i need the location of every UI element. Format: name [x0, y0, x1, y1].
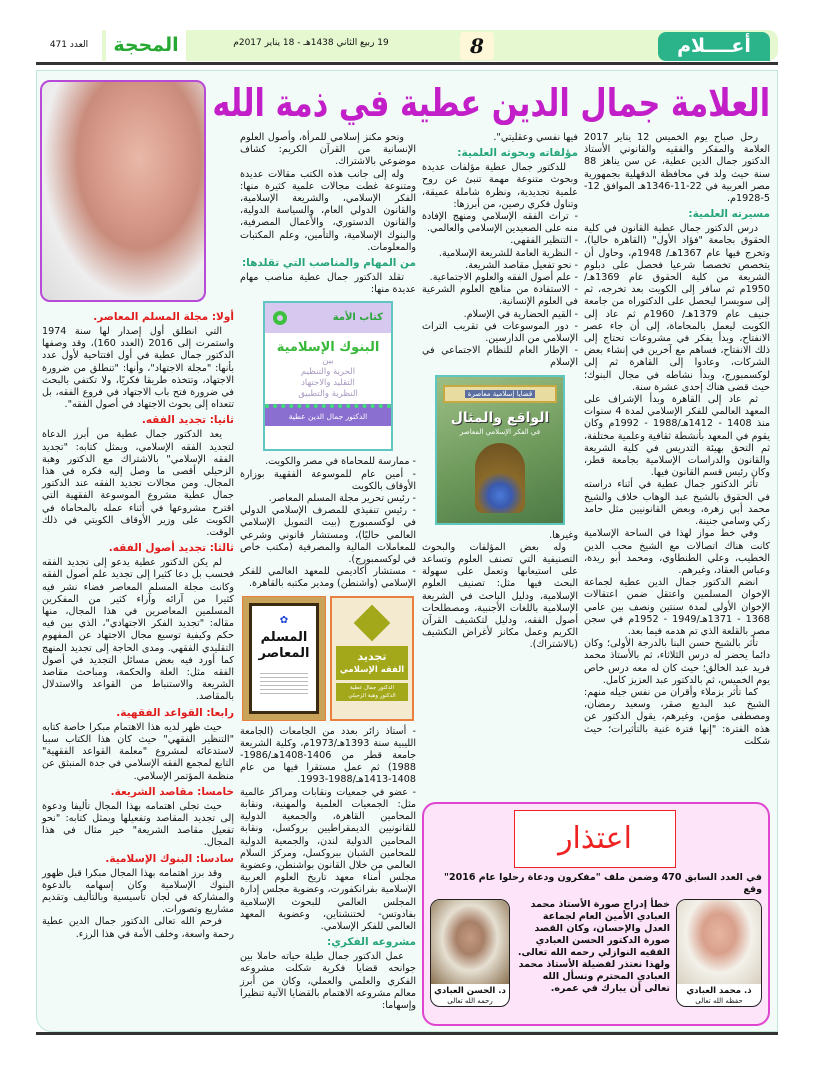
list-item: فيها نفسي وعقليتي".: [493, 132, 578, 143]
paragraph: عمل الدكتور جمال طيلة حياته حاملا بين جوانحه قضايا فكرية شكلت مشروعه الفكري والعلمي والعملي، وكان من أبرز معالم مشروعه الاهتمام بالقضايا الآتية تنظيرا وإسهاما:: [240, 951, 416, 1011]
portrait-image: [431, 900, 509, 984]
photo-caption: ذ. محمد العبادي: [686, 986, 752, 996]
col2-text: [422, 132, 578, 652]
photo-caption-sub: حفظه الله تعالى: [695, 997, 743, 1005]
section-heading: أولا: مجلة المسلم المعاصر.: [93, 311, 234, 323]
paragraph: تأثر بالشيخ حسن البنا بالدرجة الأولى؛ وكان دائما يحضر له درس الثلاثاء، ثم بالأستاذ محمد فريد عبد الخالق؛ حيث كان له معه درس خاص يوم الخميس، ثم بالدكتور عبد العزيز كامل.: [584, 638, 770, 686]
paragraph: لم يكن الدكتور عطية يدعو إلى تجديد الفقه فحسب بل دعا كثيرا إلى تجديد علم أصول الفقه وكانت مجلة المسلم المعاصر فضاء نشر فيه كثيرا من آرائه وآراء كثير من المفكرين المسلمين المعاصرين في هذا المجال، منها مقاله: "تجديد الفكر الاجتهادي"، الذي بين فيه حكم وكيفية توسيع مجال الاجتهاد عن المفهوم التقليدي الفقهي. ومدى الحاجة إلى تجديد المنهج كما أورد فيه بعض مسائل التجديد في أصول الفقه مثل: العلة والحكمة، ومباحث مقاصد الشريعة والاستنباط من القواعد والاستدلال بالمقاصد.: [42, 557, 234, 703]
apology-text-block: [430, 872, 762, 1007]
section-heading: خامسا: مقاصد الشريعة.: [110, 785, 234, 798]
paragraph: التي انطلق أول إصدار لها سنة 1974 واستمرت إلى 2016 (العدد 160)، وقد وصفها الدكتور جمال عطية في أول افتتاحية لأول عدد بأنها: "مجلة الاجتهاد"، وأنها: "تنطلق من ضرورة الاجتهاد، وتتخذه طريقا فكريًا، ولا تكتفي بالبحث في ضرورة فتح باب الاجتهاد في فروع الفقه، بل تتعداه إلى بحوث الاجتهاد في أصول الفقه".: [42, 326, 235, 411]
book-subtitle: في الفكر الإسلامي المعاصر: [459, 427, 541, 436]
book-illustration: [475, 443, 525, 513]
book-title: تجديد: [357, 649, 387, 663]
magazine-contents-lines: [260, 670, 308, 694]
section-heading: سادسا: البنوك الإسلامية.: [105, 852, 234, 865]
book-subtitle: النظرية والتطبيق: [298, 389, 358, 400]
series-logo-icon: [273, 311, 287, 325]
book-subtitle: بين: [322, 356, 334, 367]
column-3: [240, 132, 416, 1012]
paragraph: حيث ظهر لديه هذا الاهتمام مبكرا خاصة كتابه "التنظير الفقهي" حيث كان هذا الكتاب سببا لاستدعائه لمشروع "معلمة القواعد الفقهية" التابع لمجمع الفقه الإسلامي في جدة المنبثق عن منظمة المؤتمر الإسلامي.: [42, 721, 234, 782]
magazine-title: المعاصر: [258, 645, 310, 661]
section-heading: مسيرته العلمية:: [688, 208, 770, 221]
paragraph: وقد برز اهتمامه بهذا المجال مبكرا قبل ظهور البنوك الإسلامية وكان إسهامه بالدعوة والمشاركة في لجان تأسيسية وبالتأليف وتقديم مشاريع وتصورات.: [42, 867, 234, 916]
section-heading: مؤلفاته وبحوثه العلمية:: [457, 147, 578, 160]
book-cover-waqi-mithal: [435, 375, 565, 525]
column-1: [584, 132, 770, 748]
book-author: الدكتور جمال عطية: [349, 684, 395, 691]
paragraph: وله بعض المؤلفات والبحوث التصنيفية التي تصنف العلوم وتساعد على استيعابها وتعمل على سهولة البحث فيها مثل: تصنيف العلوم الإسلامية، ودليل الباحث في الشريعة الإسلامية باللغات الأجنبية، ومصطلحات أصول الفقه، ودليل لتكشيف القرآن الكريم وعمل مكانز لأغراض التكشيف (بالاشتراك).: [422, 541, 578, 651]
column-2: [422, 132, 578, 652]
magazine-emblem-icon: ✿: [279, 614, 289, 626]
portrait-photo: [40, 80, 206, 302]
book-title: البنوك الإسلامية: [276, 340, 380, 356]
section-heading: ثانيا: تجديد الفقه.: [141, 414, 234, 427]
column-4: [42, 308, 234, 941]
book-series: قضايا إسلامية معاصرة: [465, 390, 535, 398]
list-item: - الاستفادة من مناهج العلوم الشرعية في العلوم الإنسانية.: [422, 284, 578, 308]
article-title-box: [212, 78, 770, 128]
book-subtitle: الحرية والتنظيم: [300, 367, 356, 378]
paragraph: فرحم الله تعالى الدكتور جمال الدين عطية رحمة واسعة، وخلف الأمة في هذا الرزء.: [42, 916, 234, 940]
section-heading: ثالثا: تجديد أصول الفقه.: [108, 542, 234, 555]
section-heading: رابعا: القواعد الفقهية.: [116, 706, 234, 719]
col4-text: [42, 310, 234, 941]
book-subtitle: التقليد والاجتهاد: [301, 378, 355, 389]
paragraph: وفي خط مواز لهذا في الساحة الإسلامية كانت هناك اتصالات مع الشيخ محب الدين الخطيب، وعلي الطنطاوي، ومحمد أبو ريدة، وعباس العقاد، وغيرهم.: [584, 528, 770, 576]
paragraph: كما تأثر بزملاء وأقران من نفس جيله منهم: الشيخ عبد البديع صقر، وسعيد رمضان، ومصطفى مؤمن، وغيرهم، يقول الدكتور عن هذه الفترة: "إنها فترة غنية بالتأثيرات؛ حيث شكلت: [584, 686, 770, 747]
book-author: الدكتور جمال الدين عطية: [265, 404, 391, 426]
paragraph: للدكتور جمال عطية مؤلفات عديدة وبحوث متنوعة مهمة تنبئ عن روح علمية تجديدية، ونظرة شاملة عميقة، وتناول فكري رصين، من أبرزها:: [422, 162, 578, 210]
list-item: - عضو في جمعيات ونقابات ومراكز عالمية مثل: الجمعيات العلمية والمهنية، ونقابة المحامين القاهرة، والجمعية الدولية للقانونيين الديمقراطيين بروكسل، ونقابة المحامين الدولية لندن، والجمعية الدولية للمحامين الشبان ببروكسل، ومركز السلام العالمي من خلال القانون بواشنطن، وعضوية مجلس أمناء معهد تاريخ العلوم العربية الإسلامية بفرانكفورت، وعضوية مجلس إدارة المجلس العالمي للبحوث الإسلامية بفادوتس- لختنشتاين، وعضوية المعهد العالمي للفكر الإسلامي.: [240, 786, 416, 932]
list-item: - مستشار أكاديمي للمعهد العالمي للفكر الإسلامي (واشنطن) ومدير مكتبه بالقاهرة.: [240, 566, 416, 590]
header-divider: [36, 62, 778, 65]
book-cover-islamic-banks: [263, 301, 393, 451]
photo-caption: د. الحسن العبادي: [434, 986, 506, 996]
list-item: - رئيس تنفيذي للمصرف الإسلامي الدولي في لوكسمبورج (بيت التمويل الإسلامي العالمي حاليًا)، ومستشار قانوني وشرعي للمعاملات المالية والمصرفية (مكتب خاص في لوكسمبورج).: [240, 505, 416, 566]
book-cover-tajdid-fiqh: [330, 596, 414, 721]
magazine-cover-muslim-muasir: [242, 596, 326, 721]
diamond-ornament-icon: [354, 604, 391, 641]
photo-mohamed-abbadi: [676, 899, 762, 1007]
page-header: [36, 30, 778, 61]
list-item: - النظرية العامة للشريعة الإسلامية.: [438, 247, 578, 259]
section-heading: مشروعه الفكري:: [327, 936, 416, 949]
paragraph: وله إلى جانب هذه الكتب مقالات عديدة ومتنوعة غطت مجالات علمية كثيرة منها: الفكر الإسلامي، والشريعة الإسلامية، والقانون الدولي العام، والسياسة الدولية، والقانون الدستوري، والأعمال المصرفية، والبنوك الإسلامية، والتأمين، وعلم المكتبات والمعلومات.: [240, 168, 416, 253]
apology-text-line: في العدد السابق 470 وضمن ملف "مفكرون ودعاة رحلوا عام 2016" وقع: [444, 872, 762, 895]
magazine-title: المسلم: [260, 629, 308, 645]
footer-divider: [36, 1032, 778, 1035]
article-title: العلامة جمال الدين عطية في ذمة الله: [212, 81, 770, 125]
apology-text: خطأ إدراج صورة الأستاذ محمد العبادي الأمين العام لجماعة العدل والإحسان، وكان القصد صورة الدكتور الحسن العبادي الفقيه النوازلي رحمه الله تعالى. ولهذا نعتذر لفضيلة الأستاذ محمد العبادي المحترم ونسأل الله تعالى أن يبارك في عمره.: [517, 899, 670, 994]
apology-box: [422, 802, 770, 1026]
page-number: 8: [460, 32, 494, 60]
book-pair: [242, 596, 414, 721]
list-item: - نحو تفعيل مقاصد الشريعة.: [465, 259, 578, 271]
book-title: الفقه الإسلامي: [339, 664, 405, 675]
col3-text: [240, 132, 416, 1012]
paragraph: حيث تجلى اهتمامه بهذا المجال تأليفا ودعوة إلى تجديد المقاصد وتفعيلها ويمثل كتابه: "نحو تفعيل مقاصد الشريعة" خير مثال في هذا المجال.: [42, 800, 234, 849]
paragraph: تقلد الدكتور جمال عطية مناصب مهام عديدة منها:: [240, 272, 416, 296]
book-author: الدكتور وهبة الزحيلي: [348, 692, 396, 699]
portrait-image: [677, 900, 761, 984]
section-heading: من المهام والمناصب التي تقلدها:: [241, 257, 416, 270]
book-series: كتاب الأمة: [332, 312, 383, 324]
section-tab: أعــــلام: [658, 32, 770, 61]
photo-hassan-abbadi: [430, 899, 510, 1007]
paragraph: يعد الدكتور جمال عطية من أبرز الدعاة لتجديد الفقه الإسلامي، ويمثل كتابه: "تجديد الفقه الإسلامي" بالاشتراك مع الدكتور وهبة الزحيلي أقصى ما وصل إليه فكره في هذا المجال. ومن مجالات تجديد الفقه عند الدكتور جمال عطية مشروع الموسوعة الفقهية التي اقترح مشروعها في أثناء عمله بالمحاماة في الكويت على وزير الأوقاف الكويتي في ذلك الوقت.: [42, 429, 234, 539]
list-item: - دور الموسوعات في تقريب التراث الإسلامي من الدارسين.: [422, 320, 578, 345]
photo-caption-sub: رحمه الله تعالى: [447, 997, 493, 1005]
list-item: - القيم الحضارية في الإسلام.: [463, 308, 578, 320]
issue-date: 19 ربيع الثاني 1438هـ - 18 يناير 2017م: [233, 38, 389, 48]
list-item: - علم أصول الفقه والعلوم الاجتماعية.: [429, 272, 578, 284]
paragraph: ونحو مكنز إسلامي للمرأة، وأصول العلوم الإنسانية من القرآن الكريم: كشاف موضوعي بالاشتراك.: [240, 132, 416, 168]
list-item: - أستاذ زائر بعدد من الجامعات (الجامعة الليبية سنة 1393هـ/1973م، وكلية الشريعة جامعة قطر من 1406-1408هـ/1986-1988) ثم عمل مستقرا فيها من عام 1408-1413هـ/1988-1993.: [240, 725, 416, 786]
list-item: وغيرها.: [549, 529, 578, 541]
list-item: - أمين عام للموسوعة الفقهية بوزارة الأوقاف بالكويت: [240, 468, 416, 492]
col1-text: [584, 132, 770, 748]
newspaper-logo: المحجة: [106, 30, 186, 61]
issue-number: العدد 471: [36, 30, 102, 61]
apology-title: اعتذار: [514, 810, 676, 868]
paragraph: رحل صباح يوم الخميس 12 يناير 2017 العلامة والمفكر والفقيه والقانوني الأستاذ الدكتور جمال الدين عطية، عن سن يناهز 88 سنة حيث ولد في محافظة الدقهلية بجمهورية مصر العربية في 22-11-1346هـ الموافق 12-5-1928م.: [584, 132, 770, 205]
paragraph: ثم عاد إلى القاهرة وبدأ الإشراف على المعهد العالمي للفكر الإسلامي لمدة 4 سنوات منذ 1408 - 1412هـ/1988 - 1992م وكان يقوم في المعهد بأنشطة ثقافية وعلمية مختلفة، ثم التحق بهيئة التدريس في كلية الشريعة والقانون والدراسات الإسلامية بجامعة قطر، وكان رئيس قسم القانون فيها.: [584, 394, 771, 479]
paragraph: درس الدكتور جمال عطية القانون في كلية الحقوق بجامعة "فؤاد الأول" (القاهرة حاليا)، وتخرج فيها عام 1367هـ/ 1948م، وحاول أن يتخصص تخصصا شرعيا فحصل على دبلوم الشريعة من كلية الحقوق عام 1369هـ/ 1950م ثم سافر إلى الكويت بعد تخرجه، ثم إلى سويسرا ليحصل على الدكتوراه من جامعة جنيف عام 1379هـ/ 1960م ثم عاد إلى الكويت ليعمل بالمحاماة، إلى أن جاء عصر الانفتاح، وبدأ يفكر في مشروعات تحتاج إلى ذلك الانفتاح، فساهم مع آخرين في إنشاء بعض الشركات، وعادوا إلى القاهرة ثم إلى لوكسمبورج، وبدأ نشاطه في مجال البنوك؛ حيث قضى هناك إحدى عشرة سنة.: [584, 223, 771, 393]
list-item: - تراث الفقه الإسلامي ومنهج الإفادة منه على الصعيدين الإسلامي والعالمي.: [422, 211, 578, 235]
list-item: - رئيس تحرير مجلة المسلم المعاصر.: [268, 493, 416, 505]
list-item: - التنظير الفقهي.: [510, 235, 578, 247]
book-title: الواقع والمثال: [450, 409, 550, 426]
paragraph: تأثر الدكتور جمال عطية في أثناء دراسته في الحقوق بالشيخ عبد الوهاب خلاف والشيخ محمد أبي زهرة، وبعض القانونيين مثل حامد زكي وسامي جنينة.: [584, 479, 770, 528]
list-item: - ممارسة للمحاماة في مصر والكويت.: [265, 456, 416, 468]
list-item: - الإطار العام للنظام الاجتماعي في الإسلام: [422, 345, 578, 369]
paragraph: انضم الدكتور جمال الدين عطية لجماعة الإخوان المسلمين واعتقل ضمن اعتقالات الإخوان الأولى لمدة سنتين ونصف بين عامي 1368 - 1371هـ/1949 - 1952م في سجن مصر بالقلعة الذي تم هدمه فيما بعد.: [584, 577, 771, 637]
